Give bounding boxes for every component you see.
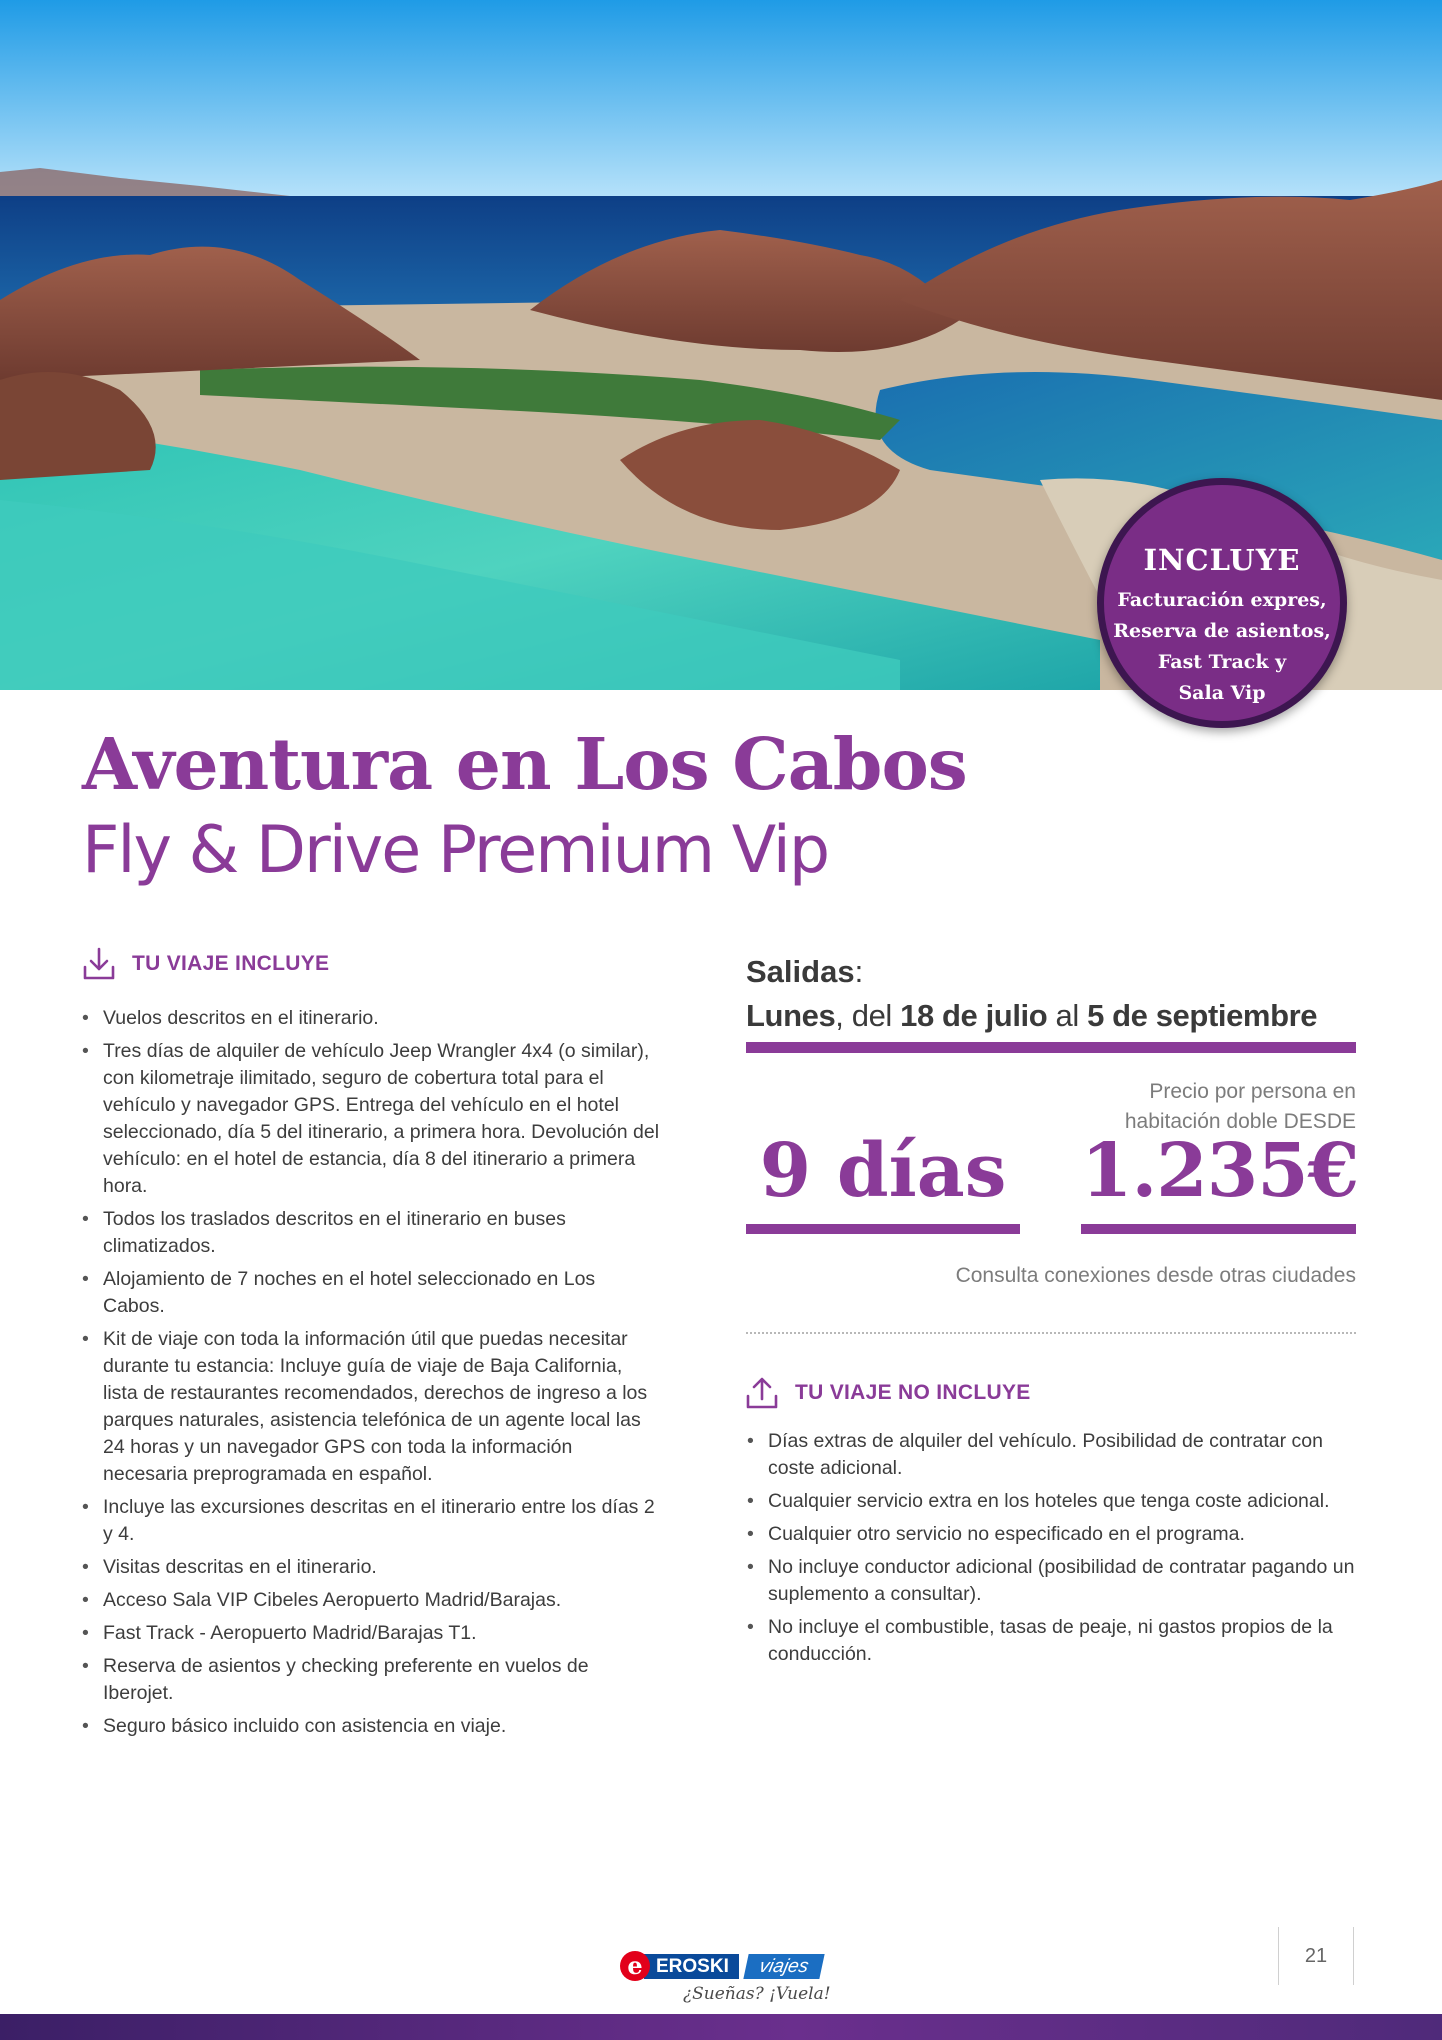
badge-title: INCLUYE: [1143, 543, 1301, 577]
departure-from-date: 18 de julio: [900, 998, 1048, 1033]
list-item: • Vuelos descritos en el itinerario.: [82, 1005, 660, 1032]
list-item: • No incluye el combustible, tasas de peaje, ni gastos propios de la conducción.: [747, 1614, 1359, 1668]
excludes-heading: [743, 1374, 1031, 1412]
page-number: 21: [1278, 1927, 1354, 1985]
list-item: • Todos los traslados descritos en el itinerario en buses climatizados.: [82, 1206, 660, 1260]
includes-heading-text: TU VIAJE INCLUYE: [132, 952, 330, 975]
list-item: • Cualquier otro servicio no especificado en el programa.: [747, 1521, 1359, 1548]
footer-bar: [0, 2014, 1442, 2040]
list-item: • Incluye las excursiones descritas en el itinerario entre los días 2 y 4.: [82, 1494, 660, 1548]
departure-to-date: 5 de septiembre: [1087, 998, 1318, 1033]
logo-sub: viajes: [743, 1954, 824, 1979]
departure-from-word: , del: [835, 998, 901, 1033]
excludes-heading-text: TU VIAJE NO INCLUYE: [795, 1381, 1031, 1404]
brand-tagline: ¿Sueñas? ¡Vuela!: [683, 1984, 831, 2004]
price-note-line: Precio por persona en: [1149, 1080, 1356, 1103]
list-item: • Cualquier servicio extra en los hoteles que tenga coste adicional.: [747, 1488, 1359, 1515]
price-underline: [1081, 1224, 1356, 1234]
list-item: • Visitas descritas en el itinerario.: [82, 1554, 660, 1581]
list-item: • Seguro básico incluido con asistencia en viaje.: [82, 1713, 660, 1740]
departure-day: Lunes: [746, 998, 836, 1033]
divider-bar: [746, 1042, 1356, 1053]
price-note-line: habitación doble DESDE: [1124, 1110, 1356, 1133]
list-item: • Reserva de asientos y checking preferente en vuelos de Iberojet.: [82, 1653, 660, 1707]
badge-line: Reserva de asientos,: [1113, 620, 1331, 642]
includes-heading: [80, 945, 329, 983]
includes-list: [82, 1005, 660, 1746]
duration-underline: [746, 1224, 1020, 1234]
upload-icon: [743, 1374, 781, 1412]
list-item: • Días extras de alquiler del vehículo. Posibilidad de contratar con coste adicional.: [747, 1428, 1359, 1482]
page-title: Aventura en Los Cabos: [82, 722, 967, 806]
badge-line: Sala Vip: [1178, 682, 1266, 704]
list-item: • Tres días de alquiler de vehículo Jeep Wrangler 4x4 (o similar), con kilometraje ilimitado, seguro de cobertura total para el vehículo y navegador GPS. Entrega del vehículo en el hotel seleccionado, día 5 del itinerario, a primera hora. Devolución del vehículo: en el hotel de estancia, día 8 del itinerario a primera hora.: [82, 1038, 660, 1200]
trip-duration: 9 días: [759, 1128, 1007, 1214]
eroski-viajes-logo: [620, 1951, 822, 1981]
dotted-divider: [746, 1332, 1356, 1334]
departures-label: Salidas: [746, 954, 855, 989]
includes-badge: [1097, 478, 1347, 728]
page-subtitle: Fly & Drive Premium Vip: [82, 813, 829, 888]
list-item: • Kit de viaje con toda la información útil que puedas necesitar durante tu estancia: Incluye guía de viaje de Baja California, lista de restaurantes recomendados, derechos de ingreso a los parques naturales, asistencia telefónica de un agente local las 24 horas y un navegador GPS con toda la información necesaria preprogramada en español.: [82, 1326, 660, 1488]
departures-block: [746, 950, 1317, 1038]
departure-to-word: al: [1047, 998, 1088, 1033]
trip-price: 1.235€: [1081, 1128, 1359, 1214]
badge-line: Facturación expres,: [1117, 589, 1327, 611]
logo-e-icon: e: [620, 1951, 650, 1981]
list-item: • Acceso Sala VIP Cibeles Aeropuerto Madrid/Barajas.: [82, 1587, 660, 1614]
list-item: • Alojamiento de 7 noches en el hotel seleccionado en Los Cabos.: [82, 1266, 660, 1320]
badge-line: Fast Track y: [1157, 651, 1287, 673]
connections-note: Consulta conexiones desde otras ciudades: [955, 1264, 1356, 1287]
departures-colon: :: [854, 954, 864, 989]
logo-name: EROSKI: [644, 1954, 739, 1979]
list-item: • No incluye conductor adicional (posibilidad de contratar pagando un suplemento a consultar).: [747, 1554, 1359, 1608]
download-icon: [80, 945, 118, 983]
list-item: • Fast Track - Aeropuerto Madrid/Barajas T1.: [82, 1620, 660, 1647]
excludes-list: [747, 1428, 1359, 1674]
